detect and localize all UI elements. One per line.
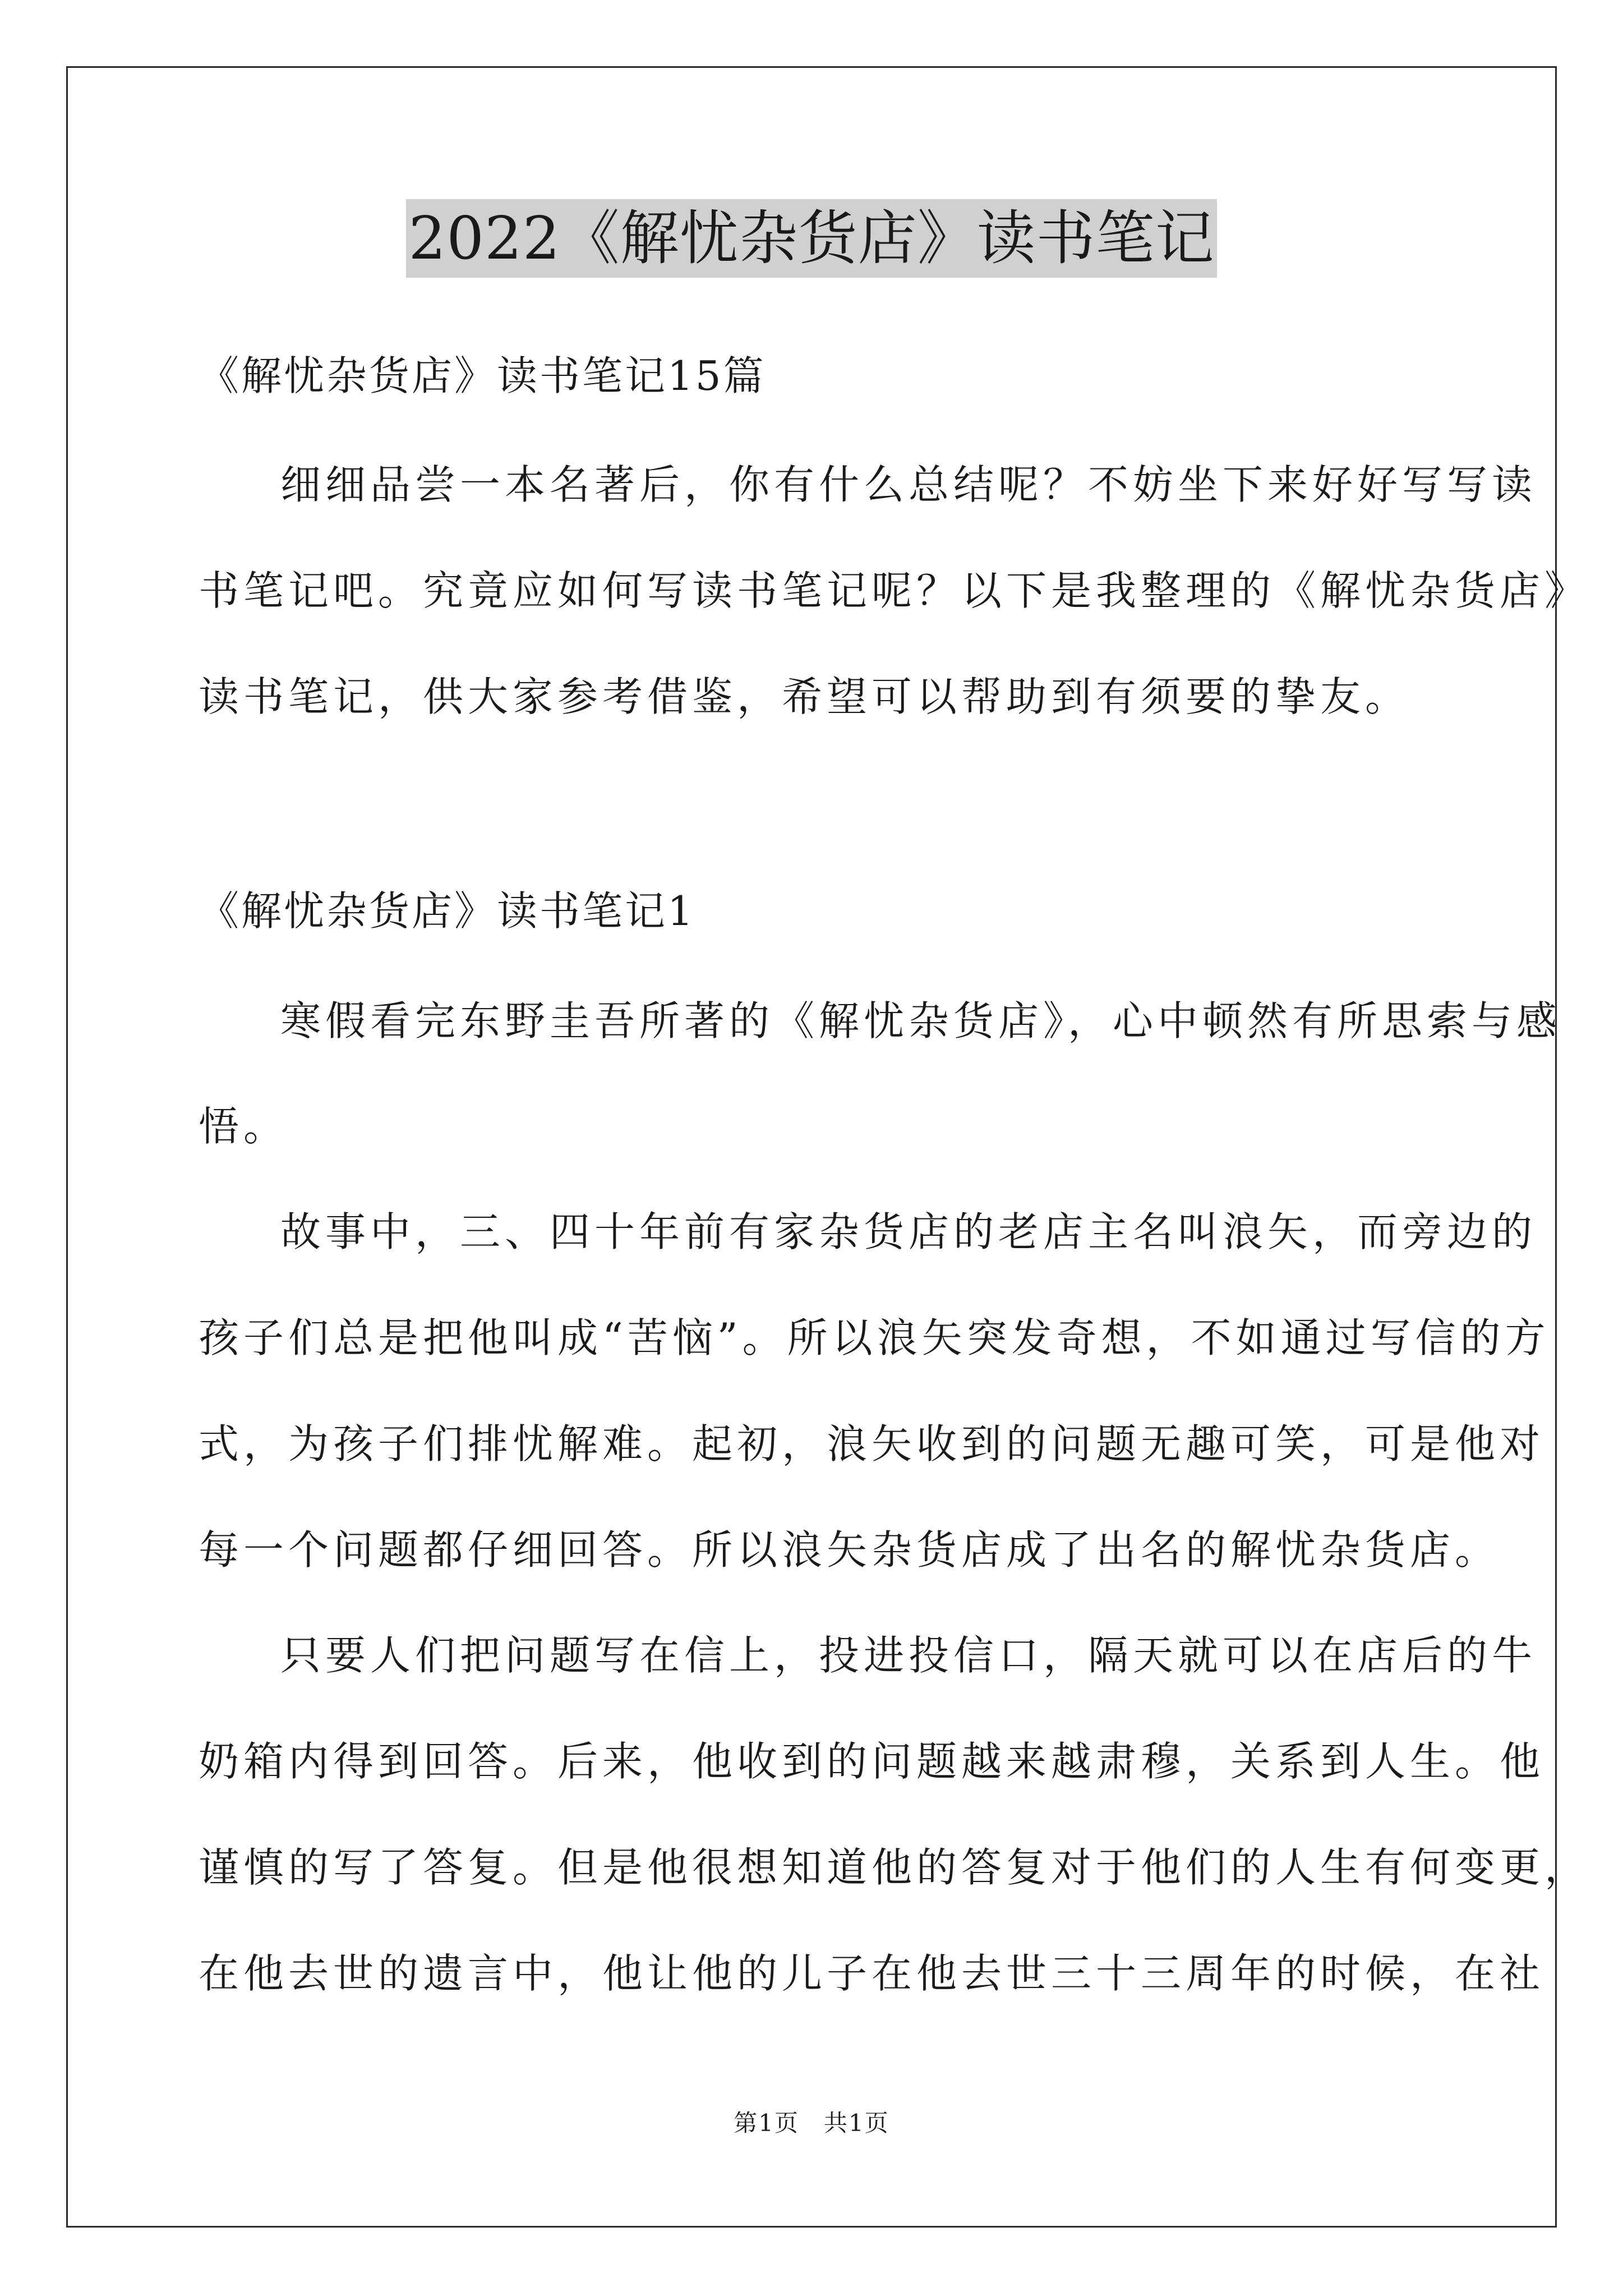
page-footer: 第1页 共1页 <box>734 2109 889 2137</box>
para2-line-3: 式，为孩子们排忧解难。起初，浪矢收到的问题无趣可笑，可是他对 <box>199 1420 1545 1467</box>
document-title: 2022《解忧杂货店》读书笔记 <box>406 199 1216 278</box>
intro-line-3: 读书笔记，供大家参考借鉴，希望可以帮助到有须要的挚友。 <box>199 673 1410 720</box>
document-subtitle: 《解忧杂货店》读书笔记15篇 <box>199 352 766 399</box>
para2-line-2: 孩子们总是把他叫成“苦恼”。所以浪矢突发奇想，不如通过写信的方 <box>199 1314 1550 1361</box>
title-block <box>0 199 1623 278</box>
para3-line-3: 谨慎的写了答复。但是他很想知道他的答复对于他们的人生有何变更， <box>199 1844 1590 1891</box>
para1-line-1: 寒假看完东野圭吾所著的《解忧杂货店》，心中顿然有所思索与感 <box>280 997 1562 1045</box>
para2-line-1: 故事中，三、四十年前有家杂货店的老店主名叫浪矢，而旁边的 <box>280 1208 1537 1255</box>
para3-line-4: 在他去世的遗言中，他让他的儿子在他去世三十三周年的时候，在社 <box>199 1950 1545 1997</box>
para2-line-4: 每一个问题都仔细回答。所以浪矢杂货店成了出名的解忧杂货店。 <box>199 1526 1500 1573</box>
intro-line-2: 书笔记吧。究竟应如何写读书笔记呢？以下是我整理的《解忧杂货店》 <box>199 567 1590 614</box>
para3-line-1: 只要人们把问题写在信上，投进投信口，隔天就可以在店后的牛 <box>280 1632 1537 1679</box>
intro-line-1: 细细品尝一本名著后，你有什么总结呢？不妨坐下来好好写写读 <box>280 461 1537 508</box>
para1-line-2: 悟。 <box>199 1103 289 1150</box>
para3-line-2: 奶箱内得到回答。后来，他收到的问题越来越肃穆，关系到人生。他 <box>199 1738 1545 1785</box>
section-heading: 《解忧杂货店》读书笔记1 <box>199 887 695 935</box>
